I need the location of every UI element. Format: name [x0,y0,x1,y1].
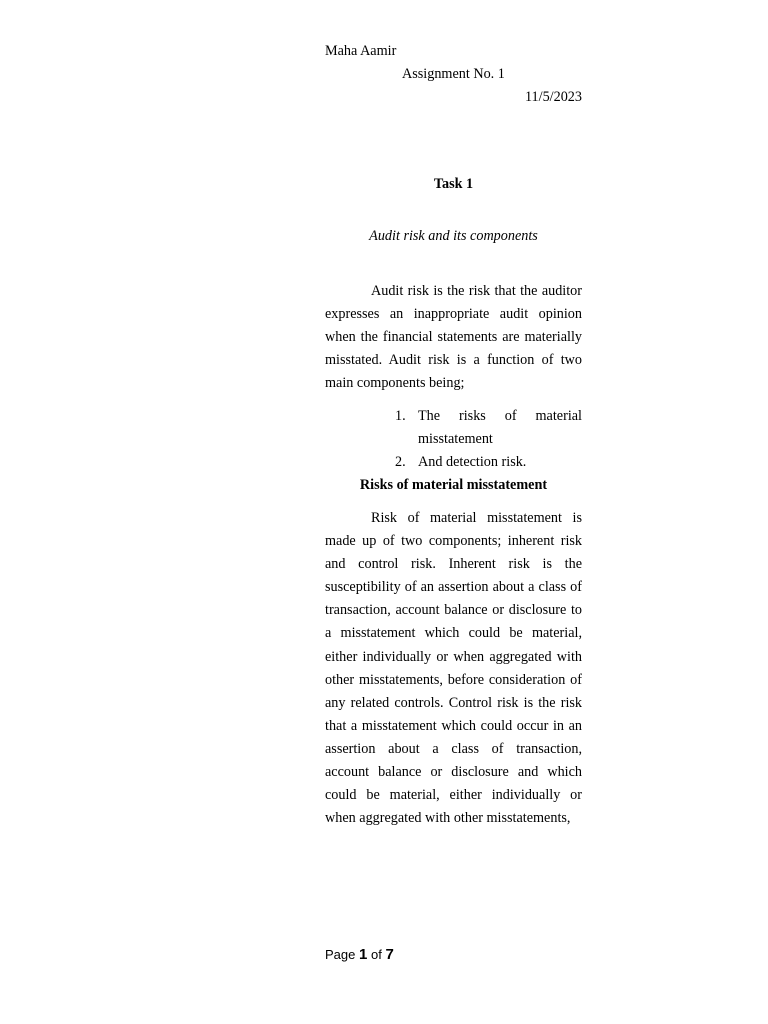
list-item-number: 2. [395,454,406,471]
rmm-paragraph [325,507,582,830]
section-heading: Risks of material misstatement [359,477,548,493]
page-footer [325,945,394,965]
list-item [325,451,582,474]
author-name: Maha Aamir [325,43,397,59]
components-list [325,405,582,474]
intro-paragraph-text: Audit risk is the risk that the auditor expresses an inappropriate audit opinion when the financial statements are materially misstated. Audit risk is a function of two main components being; [325,283,582,392]
assignment-date: 11/5/2023 [524,89,582,105]
list-item-text: And detection risk. [418,454,527,471]
list-item-number: 1. [395,408,406,424]
task-subtitle: Audit risk and its components [369,228,538,244]
total-pages-number: 7 [385,946,394,963]
of-word: of [370,947,382,962]
list-item-text: The risks of material misstatement [418,408,582,448]
assignment-number: Assignment No. 1 [402,66,505,82]
rmm-paragraph-text: Risk of material misstatement is made up of two components; inherent risk and control risk. Inherent risk is the susceptibility of an assertion about a class of transaction, account balance or disclosure to a misstatement which could be material, either individually or when aggregated with other misstatements, before consideration of any related controls. Control risk is the risk that a misstatement which could occur in an assertion about a class of transaction, account balance or disclosure and which could be material, either individually or when aggregated with other misstatements, [325,510,582,827]
task-title: Task 1 [433,176,474,192]
list-item [325,405,582,451]
page-word: Page [325,947,356,962]
intro-paragraph [325,280,582,395]
current-page-number: 1 [359,946,368,963]
